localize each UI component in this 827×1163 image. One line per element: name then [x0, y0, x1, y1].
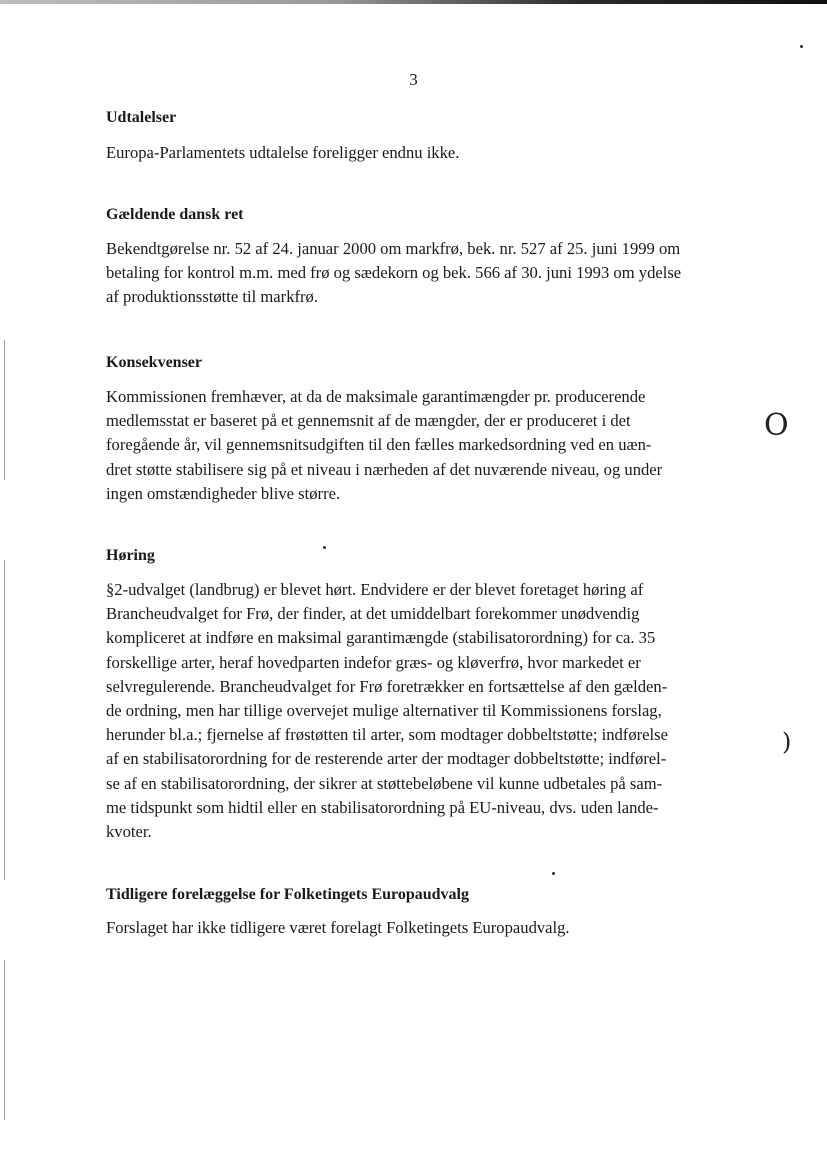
paragraph-udtalelser: [106, 141, 746, 165]
paragraph-tidligere-forelaeggelse: [106, 916, 746, 940]
heading-konsekvenser: Konsekvenser: [106, 354, 202, 371]
text-line: kvoter.: [106, 822, 152, 842]
text-line: ingen omstændigheder blive større.: [106, 483, 341, 503]
paragraph-konsekvenser: [106, 385, 746, 506]
text-line: Brancheudvalget for Frø, der finder, at det umiddelbart forekommer unødvendig: [106, 604, 640, 624]
text-line: de ordning, men har tillige overvejet mulige alternativer til Kommissionens forslag,: [106, 701, 662, 721]
text-line: foregående år, vil gennemsnitsudgiften til den fælles markedsordning ved en uæn-: [106, 435, 652, 455]
text-line: forskellige arter, heraf hovedparten indefor græs- og kløverfrø, hvor markedet er: [106, 652, 641, 672]
scan-speck: [323, 546, 326, 549]
text-line: dret støtte stabilisere sig på et niveau i nærheden af det nuværende niveau, og under: [106, 459, 663, 479]
scan-speck: [552, 872, 555, 875]
left-scan-border: [4, 560, 5, 880]
left-scan-border: [4, 960, 5, 1120]
text-line: me tidspunkt som hidtil eller en stabilisatorordning på EU-niveau, dvs. uden lande-: [106, 797, 659, 817]
page-number: 3: [409, 70, 418, 89]
scan-speck: [800, 45, 803, 48]
punch-hole-mark: O: [764, 408, 789, 443]
text-line: af en stabilisatorordning for de resterende arter der modtager dobbeltstøtte; indførel-: [106, 749, 667, 769]
text-line: medlemsstat er baseret på et gennemsnit af de mængder, der er produceret i det: [106, 411, 631, 431]
text-line: Bekendtgørelse nr. 52 af 24. januar 2000 om markfrø, bek. nr. 527 af 25. juni 1999 om: [106, 239, 681, 258]
heading-udtalelser: Udtalelser: [106, 109, 177, 126]
heading-hoering: Høring: [106, 547, 155, 564]
heading-tidligere-forelaeggelse: Tidligere forelæggelse for Folketingets Europaudvalg: [106, 886, 469, 903]
text-line: §2-udvalget (landbrug) er blevet hørt. Endvidere er der blevet foretaget høring af: [106, 580, 644, 599]
text-line: kompliceret at indføre en maksimal garantimængde (stabilisatorordning) for ca. 35: [106, 628, 656, 648]
text-line: Europa-Parlamentets udtalelse foreligger endnu ikke.: [106, 143, 460, 162]
heading-gaeldende-dansk-ret: Gældende dansk ret: [106, 206, 244, 223]
text-line: af produktionsstøtte til markfrø.: [106, 287, 318, 307]
text-line: selvregulerende. Brancheudvalget for Frø foretrækker en fortsættelse af den gælden-: [106, 676, 668, 696]
left-scan-border: [4, 340, 5, 480]
top-scan-border: [0, 0, 827, 4]
paragraph-hoering: [106, 578, 746, 844]
text-line: betaling for kontrol m.m. med frø og sædekorn og bek. 566 af 30. juni 1993 om ydelse: [106, 263, 682, 283]
text-line: Kommissionen fremhæver, at da de maksimale garantimængder pr. producerende: [106, 387, 646, 406]
text-line: Forslaget har ikke tidligere været forelagt Folketingets Europaudvalg.: [106, 918, 570, 937]
paragraph-gaeldende-dansk-ret: [106, 237, 746, 310]
text-line: se af en stabilisatorordning, der sikrer at støttebeløbene vil kunne udbetales på sam-: [106, 773, 663, 793]
punch-hole-mark: ): [782, 728, 792, 756]
text-line: herunder bl.a.; fjernelse af frøstøtten til arter, som modtager dobbeltstøtte; indførelse: [106, 725, 668, 745]
